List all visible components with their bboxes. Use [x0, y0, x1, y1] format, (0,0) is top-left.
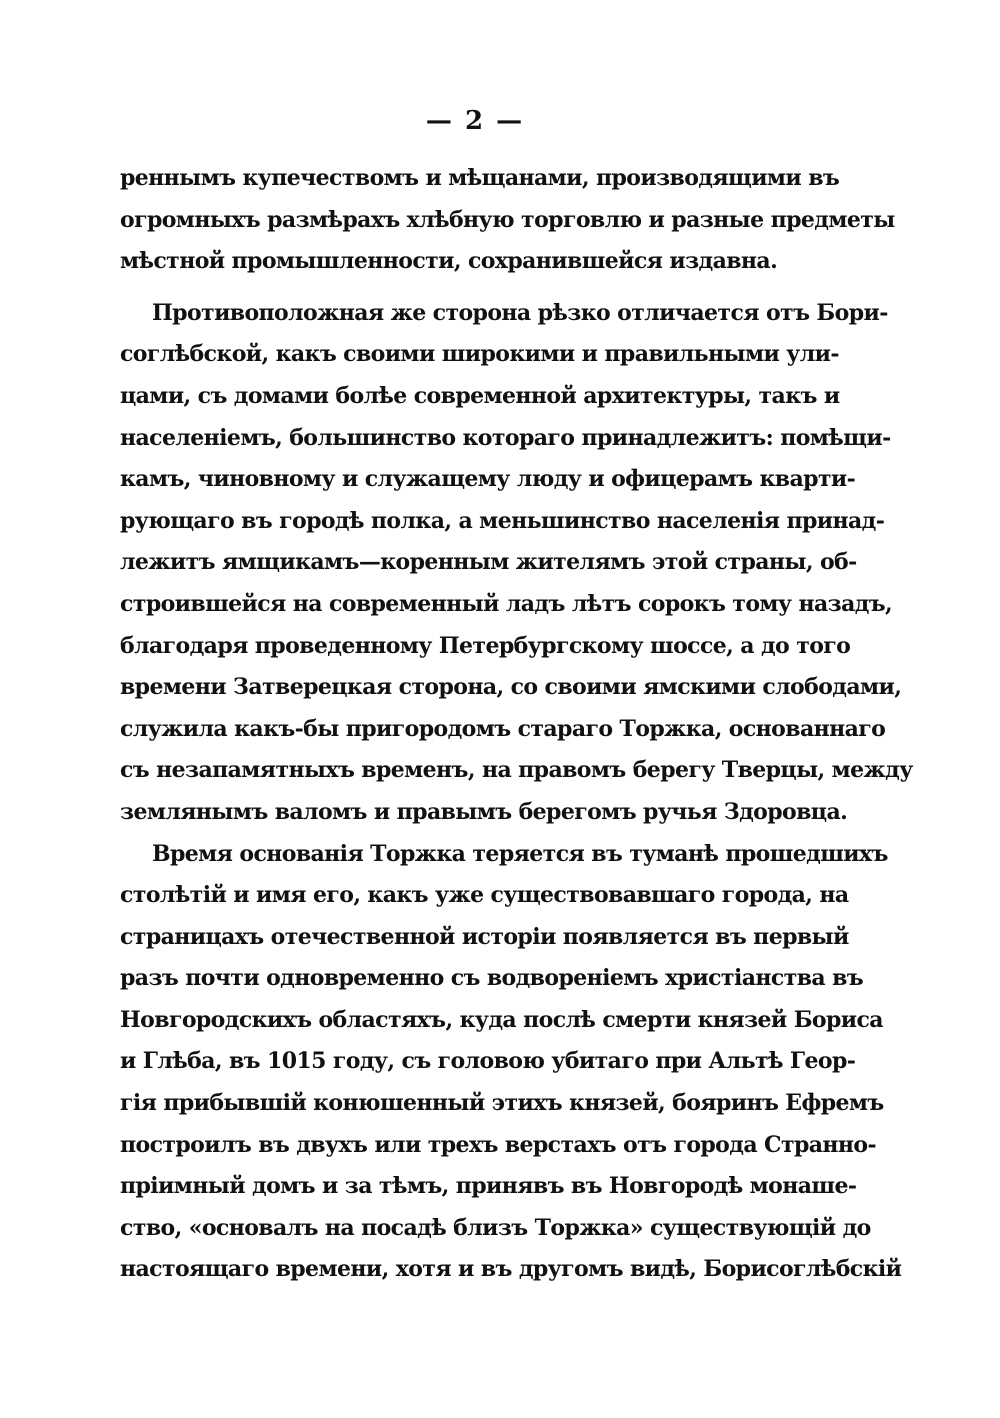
text-line: построилъ въ двухъ или трехъ верстахъ отъ города Странно- [120, 1131, 877, 1158]
text-line: населеніемъ, большинство котораго принадлежитъ: помѣщи- [120, 424, 891, 451]
text-line: цами, съ домами болѣе современной архитектуры, такъ и [120, 382, 840, 409]
text-line: землянымъ валомъ и правымъ берегомъ ручья Здоровца. [120, 798, 848, 825]
text-line: рующаго въ городѣ полка, а меньшинство населенія принад- [120, 507, 885, 534]
page-number: — 2 — [425, 106, 525, 136]
text-line: съ незапамятныхъ временъ, на правомъ берегу Тверцы, между [120, 757, 913, 784]
text-line: столѣтій и имя его, какъ уже существовавшаго города, на [120, 882, 849, 909]
text-line: соглѣбской, какъ своими широкими и правильными ули- [120, 341, 839, 368]
text-line: Противоположная же сторона рѣзко отличается отъ Бори- [152, 299, 888, 326]
text-line: настоящаго времени, хотя и въ другомъ видѣ, Борисоглѣбскій [120, 1256, 902, 1283]
text-line: огромныхъ размѣрахъ хлѣбную торговлю и разные предметы [120, 206, 895, 233]
text-line: Новгородскихъ областяхъ, куда послѣ смерти князей Бориса [120, 1006, 883, 1033]
text-line: камъ, чиновному и служащему люду и офицерамъ кварти- [120, 466, 856, 493]
text-line: гія прибывшій конюшенный этихъ князей, бояринъ Ефремъ [120, 1090, 884, 1117]
text-line: ство, «основалъ на посадѣ близъ Торжка» существующій до [120, 1214, 871, 1241]
text-line: мѣстной промышленности, сохранившейся издавна. [120, 248, 778, 275]
text-line: времени Затверецкая сторона, со своими ямскими слободами, [120, 674, 902, 701]
text-line: строившейся на современный ладъ лѣтъ сорокъ тому назадъ, [120, 590, 893, 617]
text-line: пріимный домъ и за тѣмъ, принявъ въ Новгородѣ монаше- [120, 1173, 857, 1200]
body-text [120, 158, 913, 1291]
text-line: страницахъ отечественной исторіи появляется въ первый [120, 923, 849, 950]
text-line: лежитъ ямщикамъ—коренным жителямъ этой страны, об- [120, 549, 857, 576]
text-line: Время основанія Торжка теряется въ туманѣ прошедшихъ [152, 840, 888, 867]
text-line: и Глѣба, въ 1015 году, съ головою убитаго при Альтѣ Геор- [120, 1048, 856, 1075]
text-line: благодаря проведенному Петербургскому шоссе, а до того [120, 632, 851, 659]
paragraph-gap [120, 283, 834, 293]
text-line: разъ почти одновременно съ водвореніемъ христіанства въ [120, 965, 864, 992]
text-line: служила какъ-бы пригородомъ стараго Торжка, основаннаго [120, 715, 886, 742]
text-line: реннымъ купечествомъ и мѣщанами, производящими въ [120, 165, 840, 191]
